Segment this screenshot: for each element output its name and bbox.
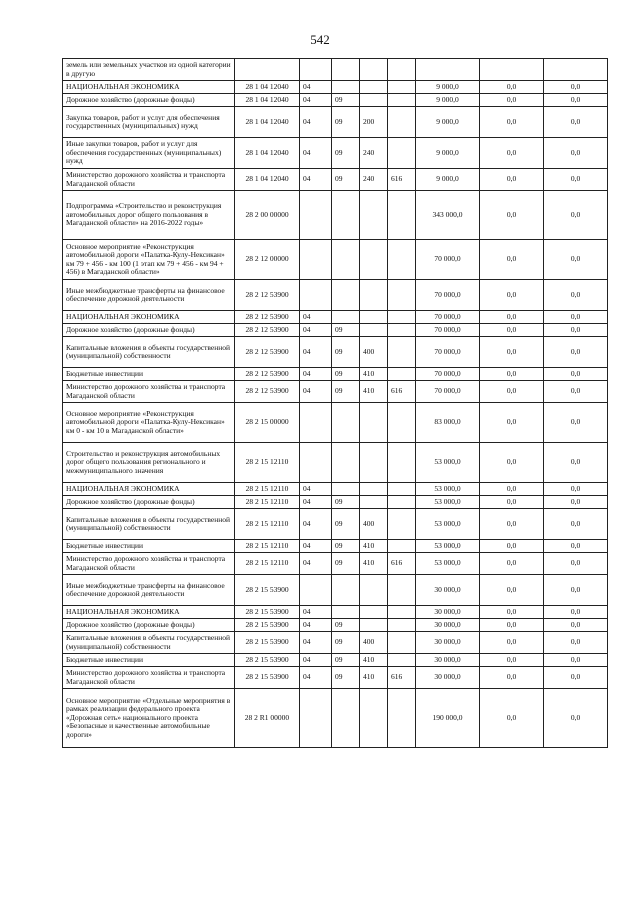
table-cell-col8: 0,0 [544,381,608,403]
table-cell-col6: 70 000,0 [416,324,480,337]
table-cell-col2 [300,689,332,748]
table-cell-col0: Основное мероприятие «Реконструкция автомобильной дороги «Палатка-Кулу-Нексикан» км 79 + 456 - км 100 (1 этап км 79 + 456 - км 94 + 456) в Магаданской области» [63,240,235,280]
table-cell-col6: 53 000,0 [416,553,480,575]
table-cell-col8: 0,0 [544,443,608,483]
table-cell-col2 [300,240,332,280]
table-cell-col3: 09 [332,138,360,169]
table-cell-col3: 09 [332,169,360,191]
table-cell-col2: 04 [300,509,332,540]
table-cell-col4: 400 [360,509,388,540]
table-cell-col2: 04 [300,324,332,337]
table-cell-col2: 04 [300,606,332,619]
table-cell-col3: 09 [332,667,360,689]
table-cell-col4 [360,311,388,324]
table-cell-col1: 28 2 15 53900 [235,632,300,654]
table-cell-col7: 0,0 [480,667,544,689]
table-cell-col8: 0,0 [544,606,608,619]
table-cell-col4 [360,280,388,311]
table-cell-col7: 0,0 [480,368,544,381]
table-cell-col1: 28 2 15 53900 [235,619,300,632]
table-cell-col7 [480,59,544,81]
table-cell-col0: Бюджетные инвестиции [63,540,235,553]
table-cell-col2: 04 [300,81,332,94]
table-cell-col1: 28 2 00 00000 [235,191,300,240]
table-cell-col1: 28 2 15 12110 [235,496,300,509]
table-cell-col2: 04 [300,667,332,689]
table-row [63,280,608,311]
table-cell-col6: 30 000,0 [416,667,480,689]
table-cell-col0: Министерство дорожного хозяйства и транспорта Магаданской области [63,667,235,689]
table-cell-col6: 83 000,0 [416,403,480,443]
table-row [63,606,608,619]
table-row [63,311,608,324]
table-cell-col4 [360,443,388,483]
table-cell-col0: Капитальные вложения в объекты государственной (муниципальной) собственности [63,632,235,654]
table-cell-col6: 53 000,0 [416,483,480,496]
table-cell-col3 [332,689,360,748]
table-cell-col1: 28 2 12 00000 [235,240,300,280]
table-cell-col6: 30 000,0 [416,575,480,606]
table-cell-col6 [416,59,480,81]
table-row [63,324,608,337]
table-cell-col8: 0,0 [544,337,608,368]
table-cell-col8: 0,0 [544,81,608,94]
table-cell-col0: Министерство дорожного хозяйства и транспорта Магаданской области [63,553,235,575]
table-cell-col5 [388,483,416,496]
table-cell-col8: 0,0 [544,311,608,324]
table-cell-col2 [300,280,332,311]
table-row [63,107,608,138]
table-row [63,509,608,540]
table-cell-col1: 28 2 15 12110 [235,553,300,575]
table-cell-col6: 30 000,0 [416,632,480,654]
table-cell-col6: 9 000,0 [416,169,480,191]
table-cell-col4: 410 [360,540,388,553]
table-cell-col2: 04 [300,337,332,368]
table-cell-col3 [332,240,360,280]
table-cell-col7: 0,0 [480,107,544,138]
table-cell-col1: 28 2 12 53900 [235,324,300,337]
table-cell-col0: Иные межбюджетные трансферты на финансовое обеспечение дорожной деятельности [63,575,235,606]
table-cell-col2: 04 [300,483,332,496]
table-cell-col2: 04 [300,540,332,553]
table-cell-col8: 0,0 [544,280,608,311]
table-cell-col6: 70 000,0 [416,381,480,403]
table-cell-col5 [388,540,416,553]
table-cell-col8: 0,0 [544,107,608,138]
table-cell-col5 [388,619,416,632]
table-cell-col6: 343 000,0 [416,191,480,240]
table-cell-col5 [388,689,416,748]
table-cell-col6: 30 000,0 [416,654,480,667]
table-row [63,496,608,509]
table-cell-col1: 28 2 15 53900 [235,606,300,619]
table-cell-col3: 09 [332,654,360,667]
table-cell-col6: 70 000,0 [416,337,480,368]
table-cell-col1: 28 2 15 12110 [235,443,300,483]
table-cell-col1: 28 1 04 12040 [235,81,300,94]
table-cell-col6: 53 000,0 [416,509,480,540]
table-cell-col7: 0,0 [480,654,544,667]
table-cell-col4 [360,240,388,280]
table-cell-col5: 616 [388,381,416,403]
table-cell-col3: 09 [332,94,360,107]
table-cell-col0: Бюджетные инвестиции [63,654,235,667]
table-cell-col4 [360,59,388,81]
table-cell-col2 [300,59,332,81]
table-cell-col5 [388,606,416,619]
table-cell-col2: 04 [300,553,332,575]
table-cell-col6: 30 000,0 [416,606,480,619]
table-cell-col6: 53 000,0 [416,540,480,553]
table-cell-col8: 0,0 [544,540,608,553]
table-cell-col8: 0,0 [544,496,608,509]
table-cell-col7: 0,0 [480,553,544,575]
table-cell-col3: 09 [332,540,360,553]
table-row [63,381,608,403]
table-row [63,483,608,496]
table-cell-col7: 0,0 [480,169,544,191]
table-cell-col0: Строительство и реконструкция автомобильных дорог общего пользования регионального и межмуниципального значения [63,443,235,483]
table-cell-col7: 0,0 [480,606,544,619]
table-row [63,575,608,606]
table-cell-col2: 04 [300,169,332,191]
table-row [63,654,608,667]
table-cell-col5 [388,509,416,540]
table-cell-col7: 0,0 [480,540,544,553]
table-cell-col1: 28 2 12 53900 [235,368,300,381]
table-cell-col7: 0,0 [480,337,544,368]
table-cell-col3 [332,59,360,81]
table-row [63,59,608,81]
table-cell-col3 [332,606,360,619]
table-cell-col2: 04 [300,654,332,667]
table-cell-col4: 240 [360,138,388,169]
page-number: 542 [310,32,330,47]
table-cell-col3: 09 [332,324,360,337]
table-cell-col7: 0,0 [480,509,544,540]
table-cell-col4 [360,575,388,606]
table-cell-col3 [332,280,360,311]
table-row [63,240,608,280]
table-row [63,81,608,94]
table-cell-col4: 240 [360,169,388,191]
table-cell-col1: 28 2 15 00000 [235,403,300,443]
table-cell-col7: 0,0 [480,632,544,654]
table-cell-col1: 28 2 15 53900 [235,667,300,689]
table-cell-col4 [360,94,388,107]
table-cell-col2: 04 [300,496,332,509]
table-cell-col8: 0,0 [544,324,608,337]
table-cell-col7: 0,0 [480,94,544,107]
table-cell-col0: Министерство дорожного хозяйства и транспорта Магаданской области [63,381,235,403]
table-cell-col1: 28 2 12 53900 [235,337,300,368]
table-cell-col8: 0,0 [544,169,608,191]
table-cell-col3: 09 [332,553,360,575]
table-row [63,667,608,689]
table-cell-col2: 04 [300,138,332,169]
table-cell-col5 [388,240,416,280]
table-row [63,94,608,107]
table-cell-col7: 0,0 [480,311,544,324]
table-cell-col4: 410 [360,368,388,381]
table-cell-col8: 0,0 [544,667,608,689]
table-cell-col4: 410 [360,667,388,689]
table-cell-col0: Дорожное хозяйство (дорожные фонды) [63,619,235,632]
table-cell-col4: 410 [360,381,388,403]
table-cell-col5 [388,138,416,169]
table-row [63,368,608,381]
table-cell-col0: Дорожное хозяйство (дорожные фонды) [63,94,235,107]
table-cell-col8: 0,0 [544,654,608,667]
table-cell-col5 [388,368,416,381]
table-cell-col0: Капитальные вложения в объекты государственной (муниципальной) собственности [63,337,235,368]
table-cell-col6: 9 000,0 [416,94,480,107]
table-cell-col4 [360,496,388,509]
table-cell-col2: 04 [300,368,332,381]
table-cell-col5 [388,191,416,240]
table-cell-col6: 70 000,0 [416,240,480,280]
table-cell-col4 [360,324,388,337]
table-cell-col3 [332,403,360,443]
table-cell-col2 [300,575,332,606]
table-cell-col1: 28 1 04 12040 [235,169,300,191]
table-cell-col3: 09 [332,496,360,509]
table-cell-col0: Министерство дорожного хозяйства и транспорта Магаданской области [63,169,235,191]
table-cell-col3 [332,443,360,483]
table-cell-col7: 0,0 [480,403,544,443]
table-cell-col6: 9 000,0 [416,138,480,169]
table-cell-col4 [360,619,388,632]
table-cell-col8: 0,0 [544,509,608,540]
table-cell-col3: 09 [332,619,360,632]
table-cell-col5 [388,575,416,606]
table-cell-col8: 0,0 [544,403,608,443]
table-cell-col1: 28 2 15 12110 [235,509,300,540]
table-row [63,632,608,654]
table-cell-col0: Капитальные вложения в объекты государственной (муниципальной) собственности [63,509,235,540]
table-cell-col0: Бюджетные инвестиции [63,368,235,381]
table-cell-col3 [332,483,360,496]
table-cell-col8: 0,0 [544,689,608,748]
table-cell-col1: 28 1 04 12040 [235,107,300,138]
table-cell-col3 [332,311,360,324]
table-cell-col7: 0,0 [480,381,544,403]
table-cell-col0: НАЦИОНАЛЬНАЯ ЭКОНОМИКА [63,606,235,619]
table-cell-col5 [388,403,416,443]
table-cell-col8: 0,0 [544,632,608,654]
table-cell-col4: 400 [360,632,388,654]
table-cell-col3: 09 [332,632,360,654]
table-cell-col6: 70 000,0 [416,368,480,381]
table-cell-col1: 28 2 15 53900 [235,575,300,606]
table-cell-col8 [544,59,608,81]
table-row [63,553,608,575]
table-cell-col5 [388,94,416,107]
table-cell-col7: 0,0 [480,443,544,483]
table-cell-col6: 70 000,0 [416,280,480,311]
table-cell-col7: 0,0 [480,191,544,240]
table-row [63,443,608,483]
table-cell-col0: земель или земельных участков из одной категории в другую [63,59,235,81]
table-cell-col1: 28 2 R1 00000 [235,689,300,748]
table-cell-col2: 04 [300,381,332,403]
table-cell-col1: 28 2 12 53900 [235,311,300,324]
table-cell-col5 [388,496,416,509]
table-cell-col5: 616 [388,667,416,689]
table-cell-col6: 53 000,0 [416,443,480,483]
table-cell-col7: 0,0 [480,619,544,632]
table-cell-col8: 0,0 [544,619,608,632]
table-cell-col4 [360,403,388,443]
table-cell-col1: 28 2 15 12110 [235,540,300,553]
table-cell-col2: 04 [300,107,332,138]
table-cell-col7: 0,0 [480,324,544,337]
table-cell-col1 [235,59,300,81]
table-cell-col6: 70 000,0 [416,311,480,324]
table-cell-col4 [360,191,388,240]
table-cell-col8: 0,0 [544,553,608,575]
table-cell-col8: 0,0 [544,138,608,169]
table-cell-col2 [300,403,332,443]
table-row [63,619,608,632]
table-cell-col7: 0,0 [480,496,544,509]
table-cell-col5 [388,311,416,324]
table-cell-col0: Подпрограмма «Строительство и реконструкция автомобильных дорог общего пользования в Магаданской области» на 2016-2022 годы» [63,191,235,240]
table-cell-col5: 616 [388,169,416,191]
table-cell-col8: 0,0 [544,368,608,381]
table-cell-col2 [300,443,332,483]
table-cell-col7: 0,0 [480,280,544,311]
table-cell-col0: Основное мероприятие «Реконструкция автомобильной дороги «Палатка-Кулу-Нексикан» км 0 - км 10 в Магаданской области» [63,403,235,443]
table-cell-col5 [388,59,416,81]
table-cell-col2: 04 [300,632,332,654]
table-cell-col0: Дорожное хозяйство (дорожные фонды) [63,496,235,509]
table-cell-col0: НАЦИОНАЛЬНАЯ ЭКОНОМИКА [63,81,235,94]
table-cell-col6: 30 000,0 [416,619,480,632]
table-cell-col2 [300,191,332,240]
table-cell-col5 [388,632,416,654]
table-row [63,403,608,443]
table-cell-col4 [360,689,388,748]
table-row [63,689,608,748]
table-cell-col3: 09 [332,368,360,381]
table-cell-col3: 09 [332,509,360,540]
table-row [63,540,608,553]
table-cell-col3: 09 [332,107,360,138]
table-row [63,138,608,169]
budget-table [62,58,608,748]
table-row [63,191,608,240]
table-cell-col1: 28 1 04 12040 [235,94,300,107]
table-cell-col7: 0,0 [480,483,544,496]
table-cell-col7: 0,0 [480,240,544,280]
table-cell-col6: 9 000,0 [416,81,480,94]
table-cell-col5 [388,654,416,667]
table-cell-col5 [388,280,416,311]
table-cell-col8: 0,0 [544,191,608,240]
table-row [63,169,608,191]
table-cell-col1: 28 2 12 53900 [235,381,300,403]
table-cell-col5 [388,81,416,94]
table-cell-col0: Закупка товаров, работ и услуг для обеспечения государственных (муниципальных) нужд [63,107,235,138]
table-cell-col0: Дорожное хозяйство (дорожные фонды) [63,324,235,337]
table-cell-col3: 09 [332,337,360,368]
table-cell-col8: 0,0 [544,575,608,606]
table-cell-col1: 28 2 15 53900 [235,654,300,667]
table-cell-col3 [332,191,360,240]
table-cell-col6: 190 000,0 [416,689,480,748]
table-cell-col2: 04 [300,619,332,632]
table-cell-col6: 53 000,0 [416,496,480,509]
table-cell-col4: 410 [360,553,388,575]
table-cell-col0: Основное мероприятие «Отдельные мероприятия в рамках реализации федерального проекта «Дорожная сеть» национального проекта «Безопасные и качественные автомобильные дороги» [63,689,235,748]
table-cell-col4 [360,483,388,496]
table-cell-col0: Иные межбюджетные трансферты на финансовое обеспечение дорожной деятельности [63,280,235,311]
table-cell-col7: 0,0 [480,81,544,94]
table-cell-col0: НАЦИОНАЛЬНАЯ ЭКОНОМИКА [63,311,235,324]
table-cell-col7: 0,0 [480,138,544,169]
table-cell-col1: 28 2 15 12110 [235,483,300,496]
table-cell-col4 [360,606,388,619]
table-cell-col4: 400 [360,337,388,368]
table-cell-col7: 0,0 [480,575,544,606]
table-cell-col0: Иные закупки товаров, работ и услуг для обеспечения государственных (муниципальных) нужд [63,138,235,169]
table-cell-col4: 200 [360,107,388,138]
table-cell-col2: 04 [300,94,332,107]
table-cell-col5 [388,337,416,368]
table-cell-col8: 0,0 [544,483,608,496]
table-row [63,337,608,368]
table-cell-col2: 04 [300,311,332,324]
table-cell-col5: 616 [388,553,416,575]
table-cell-col6: 9 000,0 [416,107,480,138]
table-cell-col4: 410 [360,654,388,667]
table-cell-col5 [388,324,416,337]
table-cell-col8: 0,0 [544,240,608,280]
table-cell-col5 [388,443,416,483]
table-cell-col3 [332,575,360,606]
table-cell-col7: 0,0 [480,689,544,748]
table-cell-col4 [360,81,388,94]
table-cell-col5 [388,107,416,138]
table-cell-col8: 0,0 [544,94,608,107]
table-cell-col1: 28 1 04 12040 [235,138,300,169]
table-cell-col3 [332,81,360,94]
table-cell-col0: НАЦИОНАЛЬНАЯ ЭКОНОМИКА [63,483,235,496]
table-cell-col3: 09 [332,381,360,403]
table-cell-col1: 28 2 12 53900 [235,280,300,311]
